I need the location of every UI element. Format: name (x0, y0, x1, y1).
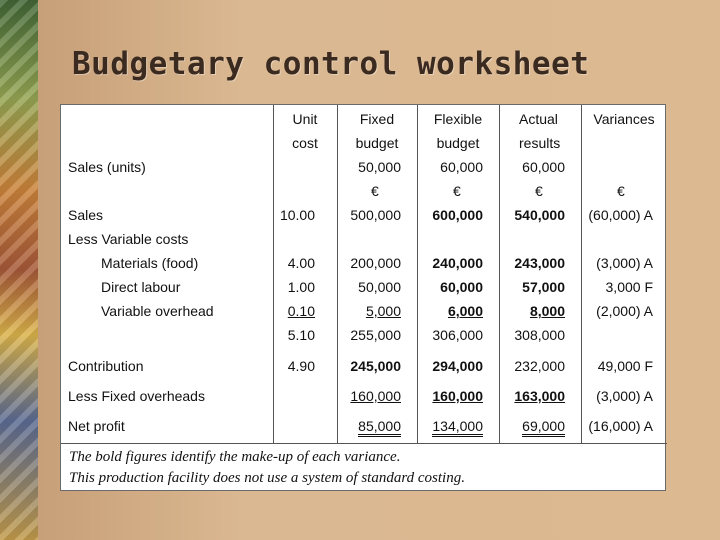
row-label-fixed-overheads: Less Fixed overheads (68, 388, 205, 404)
unit-cost-value: 4.90 (287, 358, 315, 374)
flexible-budget-value: 60,000 (440, 159, 483, 175)
unit-cost-value: 10.00 (279, 207, 315, 223)
flexible-budget-value: 60,000 (440, 279, 483, 295)
row-label-less-variable-costs: Less Variable costs (68, 231, 189, 247)
flexible-budget-value: 240,000 (432, 255, 483, 271)
row-label-direct-labour: Direct labour (101, 279, 181, 295)
actual-result-value: 69,000 (522, 418, 565, 437)
actual-result-value: 232,000 (514, 358, 565, 374)
actual-result-value: 540,000 (514, 207, 565, 223)
fixed-budget-value: 245,000 (350, 358, 401, 374)
flexible-budget-value: 294,000 (432, 358, 483, 374)
variance-value: (60,000) A (588, 207, 653, 223)
header-actual-results: results (519, 135, 561, 151)
header-flexible-budget: Flexible (433, 111, 483, 127)
actual-result-value: 243,000 (514, 255, 565, 271)
flexible-budget-value: 134,000 (432, 418, 483, 437)
notes-divider (61, 443, 667, 444)
header-fixed-budget: Fixed (359, 111, 395, 127)
actual-result-total: 308,000 (514, 327, 565, 343)
header-variances: Variances (593, 111, 655, 127)
money-photo-strip (0, 0, 38, 540)
row-label-sales-units: Sales (units) (68, 159, 146, 175)
flexible-budget-value: 600,000 (432, 207, 483, 223)
fixed-budget-value: 500,000 (350, 207, 401, 223)
row-label-variable-overhead: Variable overhead (101, 303, 214, 319)
header-unit-cost: Unit (292, 111, 318, 127)
unit-cost-total: 5.10 (287, 327, 315, 343)
actual-result-value: 163,000 (514, 388, 565, 404)
row-label-contribution: Contribution (68, 358, 144, 374)
header-actual-results: Actual (519, 111, 558, 127)
column-divider (337, 105, 338, 443)
column-divider (499, 105, 500, 443)
flexible-budget-total: 306,000 (432, 327, 483, 343)
currency-euro: € (617, 183, 625, 199)
fixed-budget-value: 85,000 (358, 418, 401, 437)
flexible-budget-value: 160,000 (432, 388, 483, 404)
header-unit-cost: cost (292, 135, 318, 151)
budget-worksheet (60, 104, 666, 491)
fixed-budget-value: 50,000 (358, 159, 401, 175)
worksheet-note: The bold figures identify the make-up of each variance. (69, 449, 401, 465)
currency-euro: € (535, 183, 543, 199)
slide-title: Budgetary control worksheet (72, 46, 590, 82)
header-fixed-budget: budget (355, 135, 399, 151)
actual-result-value: 8,000 (529, 303, 565, 319)
variance-value: (16,000) A (588, 418, 653, 434)
column-divider (273, 105, 274, 443)
variance-value: (3,000) A (596, 388, 653, 404)
variance-value: 49,000 F (597, 358, 653, 374)
header-flexible-budget: budget (436, 135, 480, 151)
variance-value: (2,000) A (596, 303, 653, 319)
flexible-budget-value: 6,000 (447, 303, 483, 319)
unit-cost-value: 0.10 (287, 303, 315, 319)
actual-result-value: 60,000 (522, 159, 565, 175)
variance-value: 3,000 F (605, 279, 653, 295)
row-label-sales: Sales (68, 207, 104, 223)
fixed-budget-value: 5,000 (365, 303, 401, 319)
fixed-budget-total: 255,000 (350, 327, 401, 343)
fixed-budget-value: 200,000 (350, 255, 401, 271)
row-label-materials: Materials (food) (101, 255, 199, 271)
column-divider (417, 105, 418, 443)
fixed-budget-value: 160,000 (350, 388, 401, 404)
row-label-net-profit: Net profit (68, 418, 125, 434)
column-divider (581, 105, 582, 443)
worksheet-note: This production facility does not use a system of standard costing. (69, 470, 465, 486)
unit-cost-value: 1.00 (287, 279, 315, 295)
variance-value: (3,000) A (596, 255, 653, 271)
fixed-budget-value: 50,000 (358, 279, 401, 295)
unit-cost-value: 4.00 (287, 255, 315, 271)
currency-euro: € (453, 183, 461, 199)
actual-result-value: 57,000 (522, 279, 565, 295)
currency-euro: € (371, 183, 379, 199)
